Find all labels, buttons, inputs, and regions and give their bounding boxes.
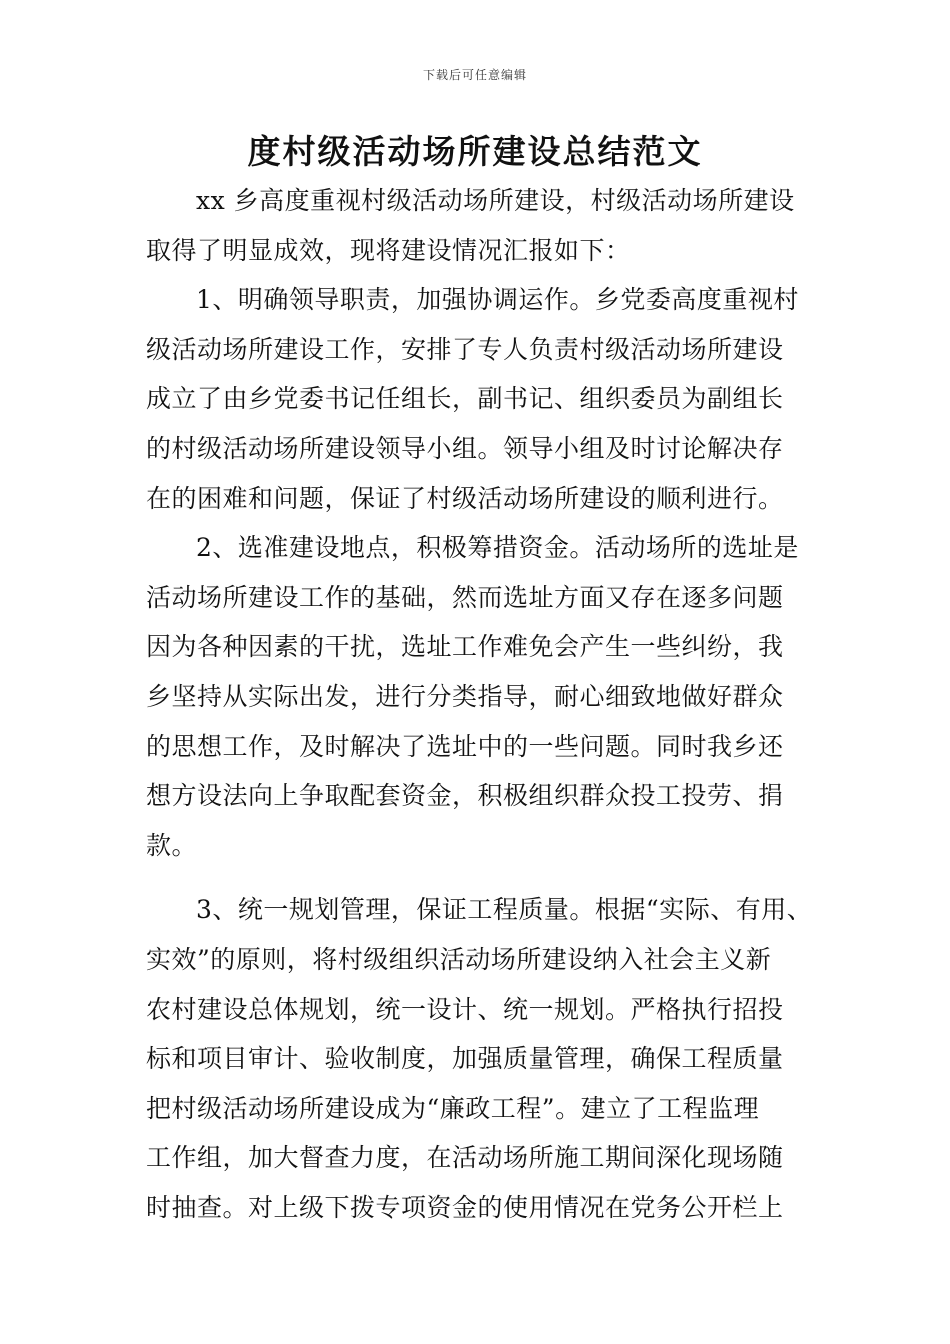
paragraph-line: 取得了明显成效，现将建设情况汇报如下： xyxy=(146,235,631,265)
paragraph-line: 因为各种因素的干扰，选址工作难免会产生一些纠纷，我 xyxy=(146,632,784,662)
paragraph-line: xx 乡高度重视村级活动场所建设，村级活动场所建设 xyxy=(196,186,795,215)
document-body xyxy=(146,176,814,1232)
paragraph-line: 活动场所建设工作的基础，然而选址方面又存在逐多问题 xyxy=(146,582,784,612)
paragraph-line: 的思想工作，及时解决了选址中的一些问题。同时我乡还 xyxy=(146,731,784,761)
header-note: 下载后可任意编辑 xyxy=(422,68,527,82)
paragraph-line: 工作组，加大督查力度，在活动场所施工期间深化现场随 xyxy=(146,1143,784,1173)
paragraph-line: 乡坚持从实际出发，进行分类指导，耐心细致地做好群众 xyxy=(146,681,784,711)
paragraph-line: 3、统一规划管理，保证工程质量。根据“实际、有用、 xyxy=(196,895,813,925)
paragraph-line: 2、选准建设地点，积极筹措资金。活动场所的选址是 xyxy=(196,533,799,563)
paragraph-line: 标和项目审计、验收制度，加强质量管理，确保工程质量 xyxy=(146,1044,784,1074)
paragraph-line: 想方设法向上争取配套资金，积极组织群众投工投劳、捐 xyxy=(146,781,784,811)
paragraph-section-1 xyxy=(146,275,814,523)
paragraph-line: 把村级活动场所建设成为“廉政工程”。建立了工程监理 xyxy=(146,1093,760,1123)
paragraph-line: 实效”的原则，将村级组织活动场所建设纳入社会主义新 xyxy=(146,944,772,974)
paragraph-line: 款。 xyxy=(146,830,198,860)
paragraph-section-2 xyxy=(146,523,814,870)
document-title: 度村级活动场所建设总结范文 xyxy=(247,132,703,171)
paragraph-line: 农村建设总体规划，统一设计、统一规划。严格执行招投 xyxy=(146,994,784,1024)
paragraph-gap xyxy=(146,870,814,885)
paragraph-section-3 xyxy=(146,885,814,1232)
paragraph-line: 在的困难和问题，保证了村级活动场所建设的顺利进行。 xyxy=(146,483,784,513)
paragraph-line: 1、明确领导职责，加强协调运作。乡党委高度重视村 xyxy=(196,285,799,315)
paragraph-line: 级活动场所建设工作，安排了专人负责村级活动场所建设 xyxy=(146,334,784,364)
paragraph-line: 成立了由乡党委书记任组长，副书记、组织委员为副组长 xyxy=(146,384,784,414)
paragraph-line: 的村级活动场所建设领导小组。领导小组及时讨论解决存 xyxy=(146,433,784,463)
paragraph-intro xyxy=(146,176,814,275)
paragraph-line: 时抽查。对上级下拨专项资金的使用情况在党务公开栏上 xyxy=(146,1192,784,1222)
